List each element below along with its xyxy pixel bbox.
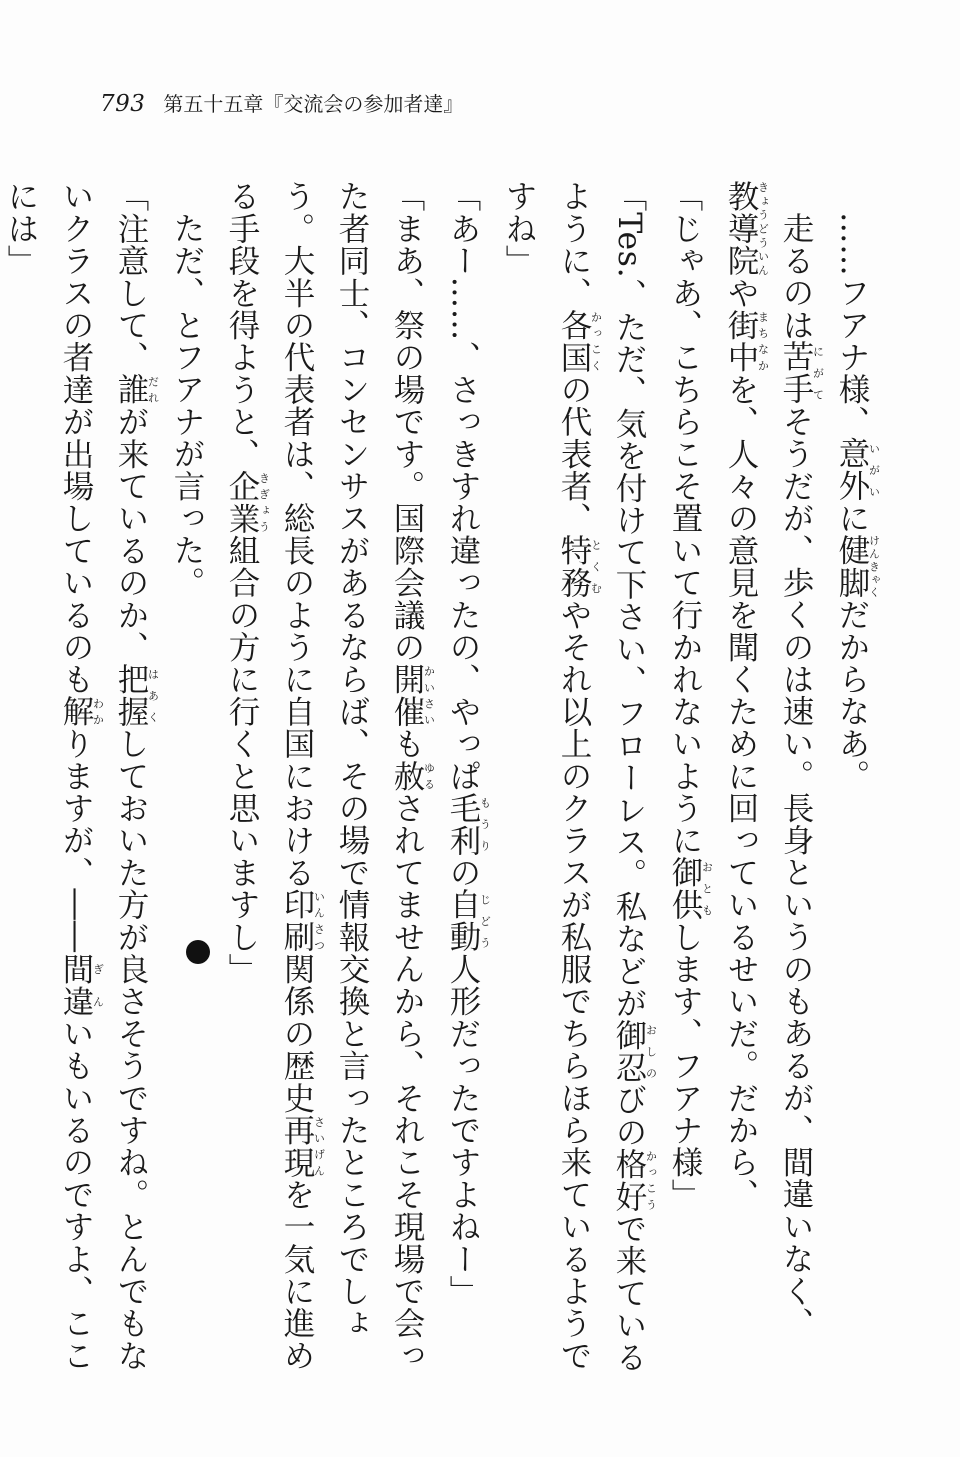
running-header	[100, 88, 463, 128]
text-line-2: 走るのは苦手にがてそうだが、歩くのは速い。長身というのもあるが、間違いなく、教導院きょうどういんや街まち中なかを、人々の意見を聞くために回っているせいだ。だから、	[723, 180, 825, 1339]
text-line-12: ただ、とフアナが言った。	[169, 211, 205, 598]
page-number: 793	[100, 91, 146, 117]
text-line-5: 「Tes.、ただ、気を付けて下さい、フローレス。私などが御忍おしのびの格好かっこうで来ているように、各国かっこくの代表者、特務とくむやそれ以上のクラスが私服でちらほら来ているようですね」	[501, 180, 658, 1374]
chapter-title: 第五十五章『交流会の参加者達』	[163, 92, 464, 116]
text-line-13: 「注意して、誰だれが来ているのか、把握はあくしておいた方が良さそうですね。とんでもないクラスの者達が出場しているのも解わかりますが、――間違ぎんいもいるのですよ、ここには」	[3, 180, 160, 1372]
text-line-7: 「あー……、さっきすれ違ったの、やっぱ毛利もうりの自動じどう人形だったですよねー」	[445, 180, 492, 1308]
vertical-text-body	[3, 180, 881, 1380]
text-line-1: ……フアナ様、意外いがいに健脚けんきゃくだからなあ。	[834, 211, 881, 792]
text-line-8: 「まあ、祭の場です。国際会議の開催かいさいも赦ゆるされてませんから、それこそ現場で会った者同士、コンセンサスがあるならば、その場で情報交換と言ったところでしょう。大半の代表者は、総長のように自国における印刷いんさつ関係の歴史再現さいげんを一気に進める手段を得ようと、企業きぎょう組合の方に行くと思いますし」	[224, 180, 436, 1372]
text-line-4: 「じゃあ、こちらこそ置いて行かれないように御供おともします、フアナ様」	[667, 180, 714, 1211]
scene-break-dot-icon	[186, 940, 210, 964]
